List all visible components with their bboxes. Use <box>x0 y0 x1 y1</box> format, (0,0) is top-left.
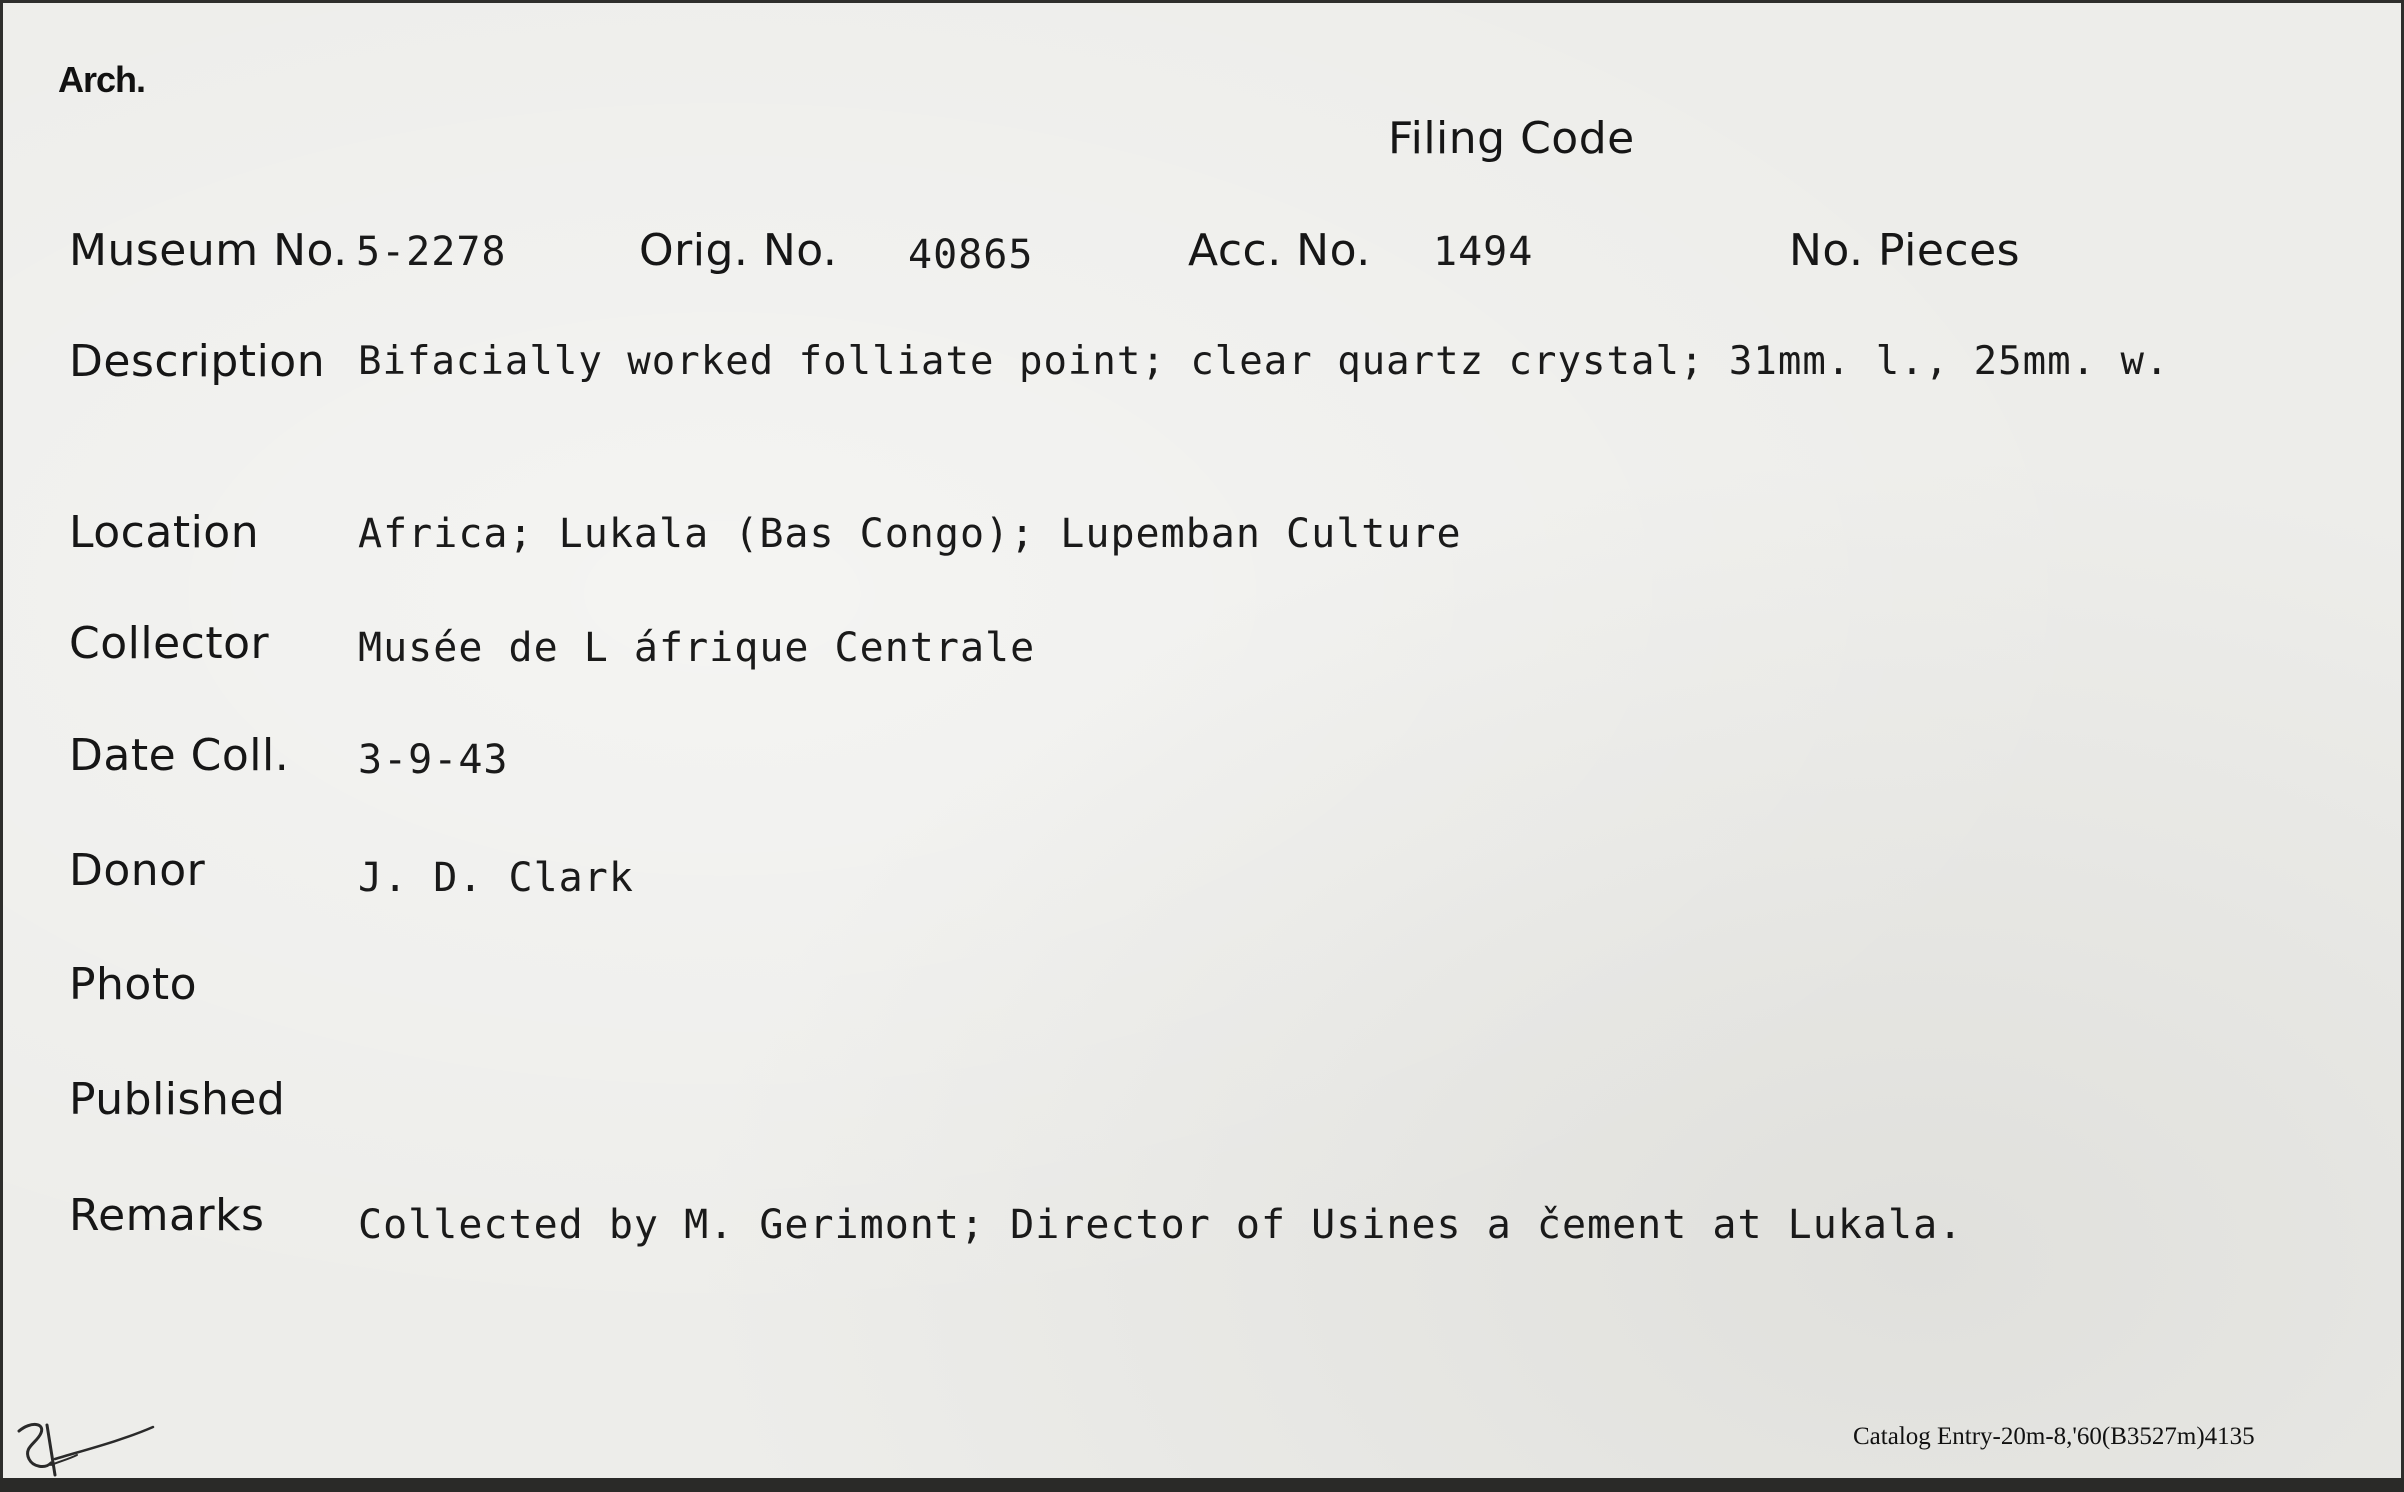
museum-no-label: Museum No. <box>69 225 348 276</box>
location-label: Location <box>69 507 260 558</box>
acc-no-label: Acc. No. <box>1188 225 1371 276</box>
description-label: Description <box>69 336 326 387</box>
orig-no-label: Orig. No. <box>639 225 838 276</box>
no-pieces-label: No. Pieces <box>1789 225 2021 276</box>
remarks-value: Collected by M. Gerimont; Director of Usines a čement at Lukala. <box>358 1202 1964 1248</box>
remarks-label: Remarks <box>69 1190 265 1241</box>
department-stamp: Arch. <box>58 59 146 100</box>
filing-code-label: Filing Code <box>1388 113 1635 164</box>
acc-no-value: 1494 <box>1433 229 1534 275</box>
collector-label: Collector <box>69 618 270 669</box>
donor-label: Donor <box>69 845 206 896</box>
photo-label: Photo <box>69 959 198 1010</box>
card-bottom-edge <box>0 1478 2404 1492</box>
catalog-entry-print: Catalog Entry-20m-8,'60(B3527m)4135 <box>1853 1423 2255 1450</box>
date-coll-label: Date Coll. <box>69 730 290 781</box>
location-value: Africa; Lukala (Bas Congo); Lupemban Culture <box>358 511 1462 557</box>
initials-signature <box>11 1403 161 1483</box>
collector-value: Musée de L áfrique Centrale <box>358 625 1036 671</box>
museum-no-value: 5-2278 <box>356 229 507 275</box>
orig-no-value: 40865 <box>908 232 1034 278</box>
date-coll-value: 3-9-43 <box>358 737 509 783</box>
published-label: Published <box>69 1074 286 1125</box>
description-value: Bifacially worked folliate point; clear quartz crystal; 31mm. l., 25mm. w. <box>358 339 2170 384</box>
donor-value: J. D. Clark <box>358 855 634 901</box>
